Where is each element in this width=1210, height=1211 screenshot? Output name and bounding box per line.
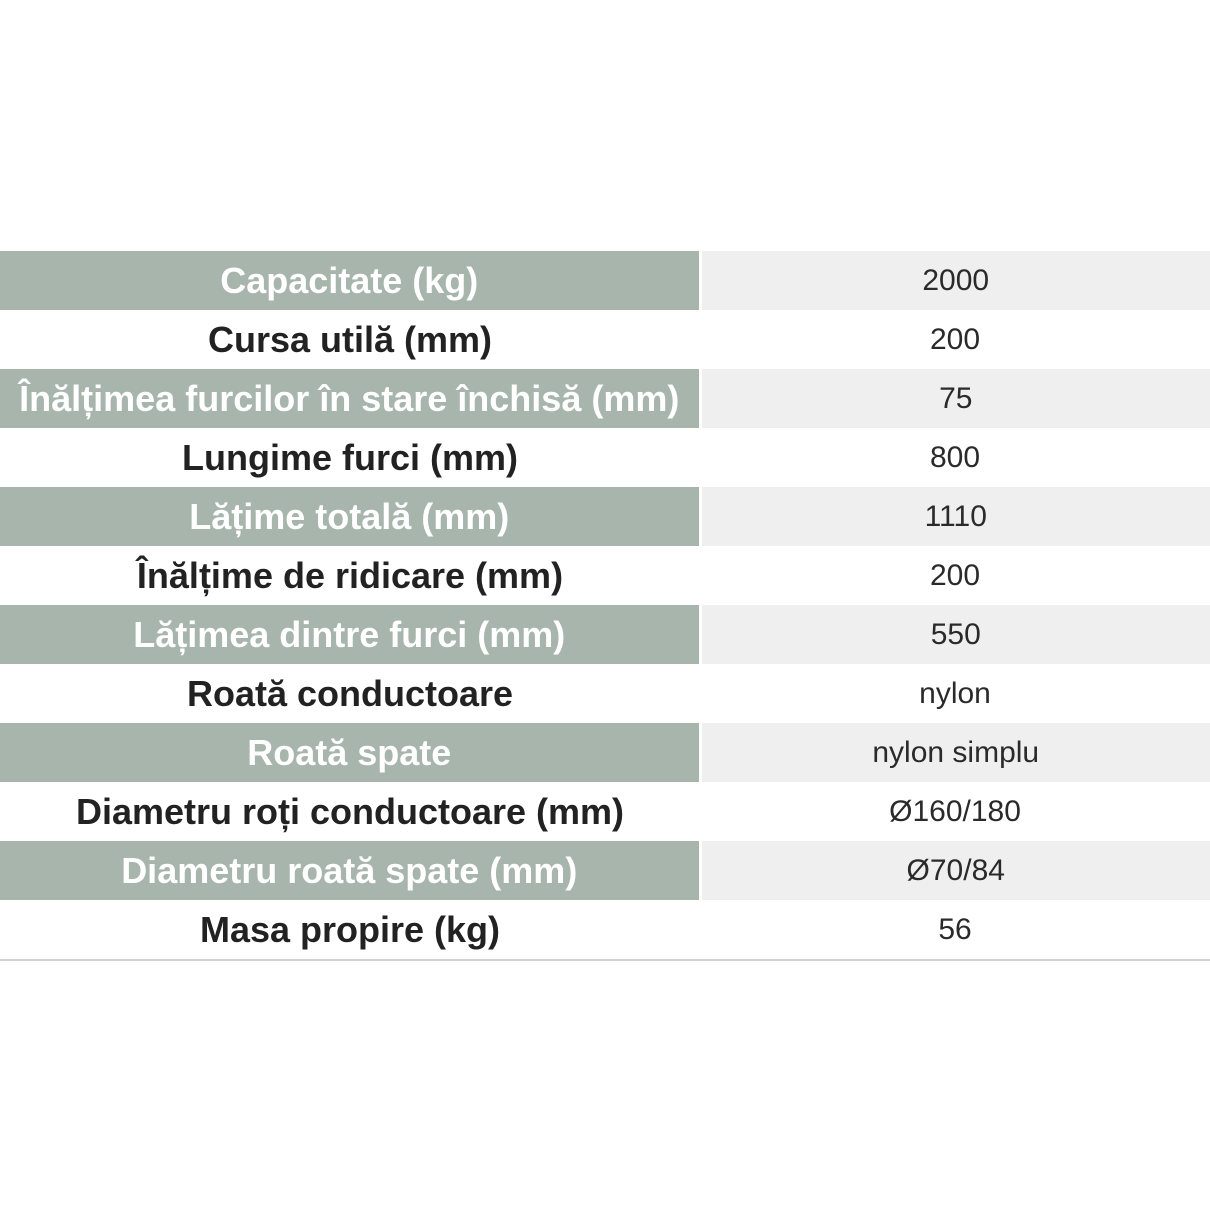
table-row [0,487,1210,546]
table-row [0,900,1210,960]
table-row [0,251,1210,310]
spec-label: Diametru roată spate (mm) [0,841,700,900]
table-row [0,782,1210,841]
spec-value: 200 [700,546,1210,605]
spec-label: Înălțime de ridicare (mm) [0,546,700,605]
spec-label: Roată spate [0,723,700,782]
table-row [0,841,1210,900]
table-row [0,605,1210,664]
table-row [0,546,1210,605]
spec-label: Capacitate (kg) [0,251,700,310]
table-row [0,369,1210,428]
spec-value: Ø160/180 [700,782,1210,841]
spec-value: Ø70/84 [700,841,1210,900]
spec-value: 200 [700,310,1210,369]
table-row [0,664,1210,723]
table-row [0,428,1210,487]
spec-value: 56 [700,900,1210,960]
spec-label: Lungime furci (mm) [0,428,700,487]
spec-label: Lățime totală (mm) [0,487,700,546]
table-row [0,310,1210,369]
table-row [0,723,1210,782]
spec-label: Masa propire (kg) [0,900,700,960]
spec-value: 2000 [700,251,1210,310]
spec-value: 1110 [700,487,1210,546]
spec-value: 75 [700,369,1210,428]
spec-label: Diametru roți conductoare (mm) [0,782,700,841]
spec-label: Lățimea dintre furci (mm) [0,605,700,664]
spec-label: Înălțimea furcilor în stare închisă (mm) [0,369,700,428]
spec-label: Roată conductoare [0,664,700,723]
specifications-table [0,251,1210,961]
spec-value: 550 [700,605,1210,664]
spec-value: 800 [700,428,1210,487]
spec-label: Cursa utilă (mm) [0,310,700,369]
spec-value: nylon simplu [700,723,1210,782]
spec-value: nylon [700,664,1210,723]
